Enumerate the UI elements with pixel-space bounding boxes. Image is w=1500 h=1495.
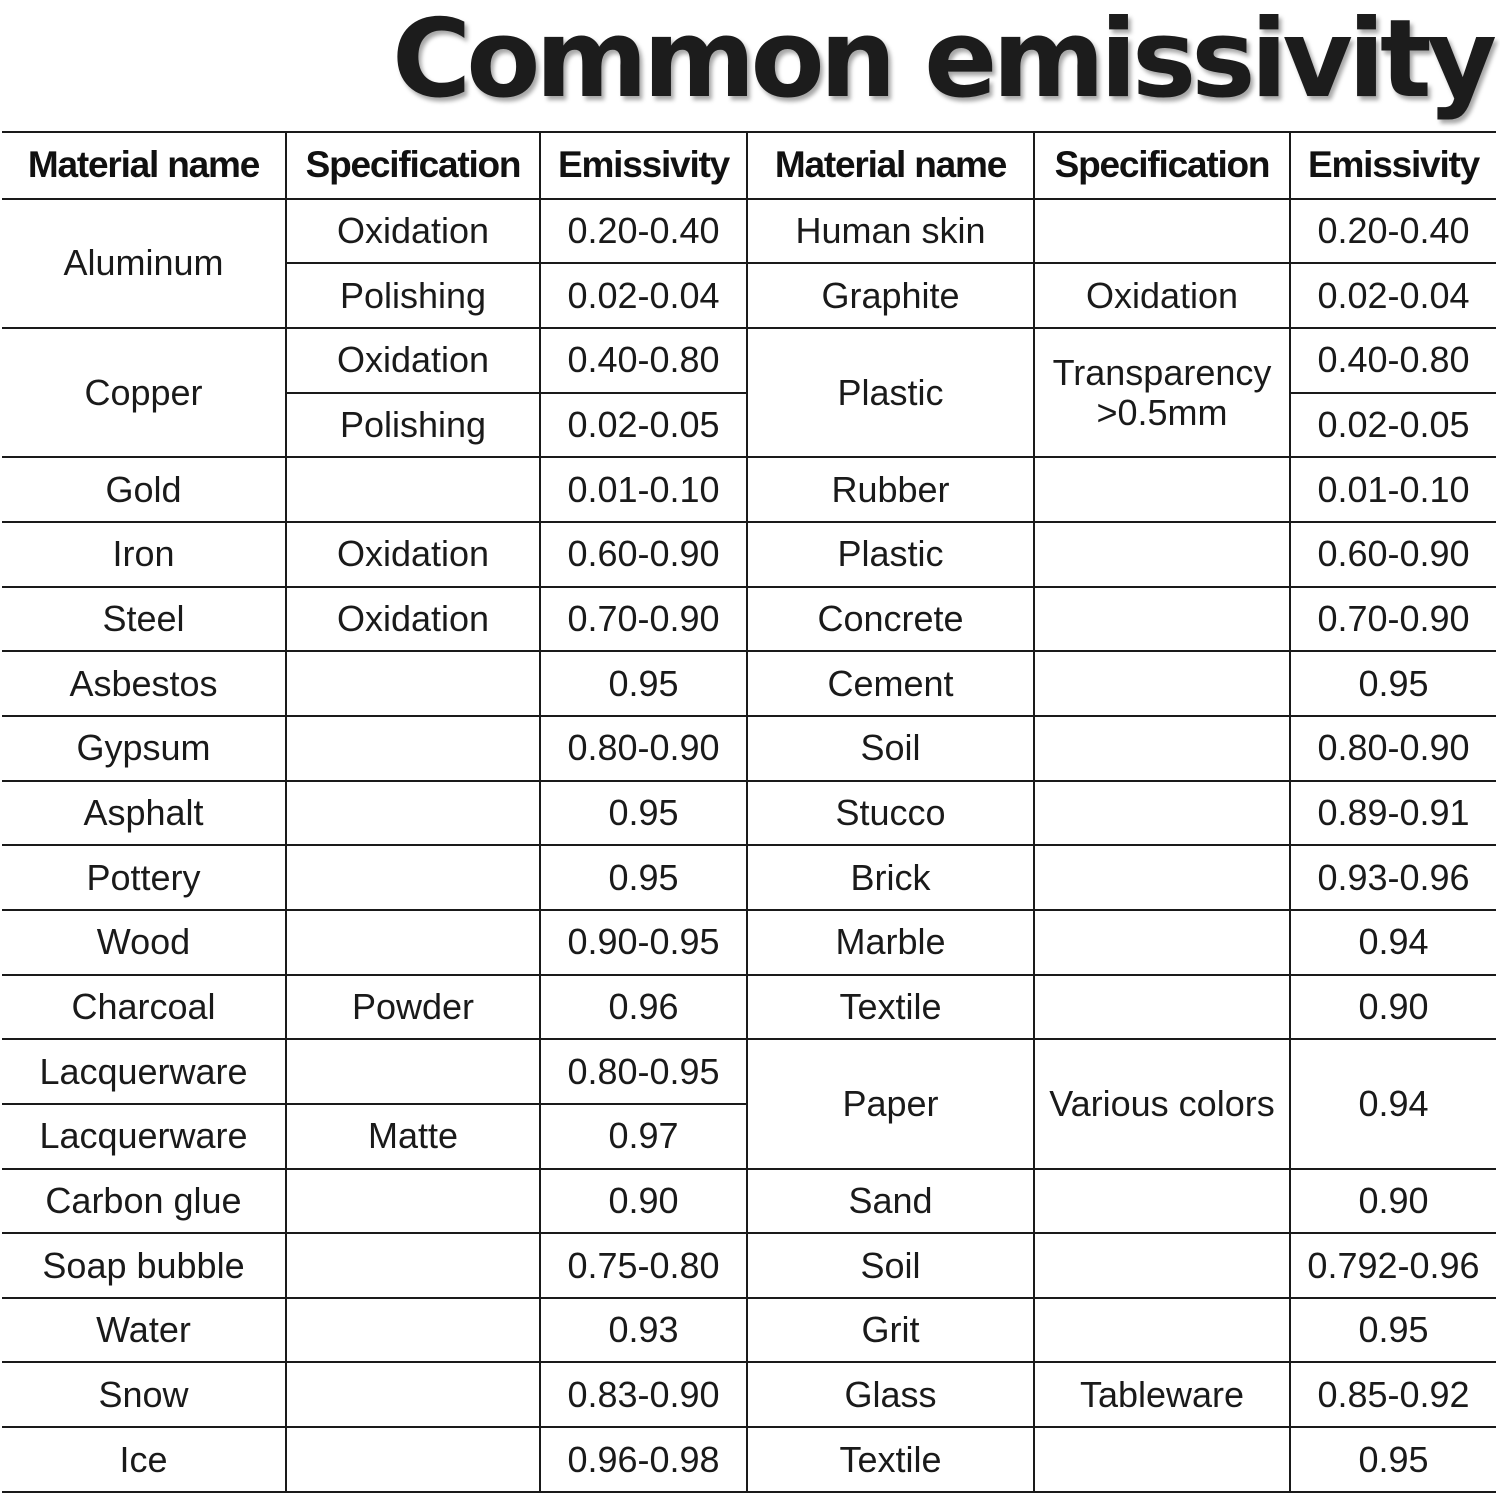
specification-cell: Oxidation	[286, 587, 540, 652]
specification-cell	[286, 1427, 540, 1492]
specification-cell	[1034, 1298, 1290, 1363]
specification-cell	[1034, 457, 1290, 522]
specification-cell	[1034, 975, 1290, 1040]
table-row	[2, 522, 1496, 587]
emissivity-cell: 0.02-0.05	[540, 393, 747, 458]
header-specification: Specification	[286, 132, 540, 199]
material-cell: Paper	[747, 1039, 1034, 1168]
specification-cell	[286, 1039, 540, 1104]
emissivity-cell: 0.95	[1290, 1427, 1496, 1492]
material-cell: Textile	[747, 1427, 1034, 1492]
material-cell: Asbestos	[2, 651, 286, 716]
table-row	[2, 1362, 1496, 1427]
material-cell: Plastic	[747, 522, 1034, 587]
material-cell: Lacquerware	[2, 1039, 286, 1104]
specification-cell: Oxidation	[286, 328, 540, 393]
header-material-name: Material name	[2, 132, 286, 199]
emissivity-table	[2, 131, 1496, 1493]
emissivity-cell: 0.95	[1290, 1298, 1496, 1363]
emissivity-cell: 0.93	[540, 1298, 747, 1363]
material-cell: Soil	[747, 1233, 1034, 1298]
emissivity-cell: 0.95	[540, 781, 747, 846]
specification-cell	[286, 1233, 540, 1298]
material-cell: Copper	[2, 328, 286, 457]
header-emissivity: Emissivity	[1290, 132, 1496, 199]
specification-cell	[1034, 651, 1290, 716]
specification-cell: Powder	[286, 975, 540, 1040]
specification-cell	[1034, 1427, 1290, 1492]
emissivity-cell: 0.95	[540, 651, 747, 716]
emissivity-cell: 0.90-0.95	[540, 910, 747, 975]
emissivity-cell: 0.70-0.90	[540, 587, 747, 652]
material-cell: Water	[2, 1298, 286, 1363]
header-material-name: Material name	[747, 132, 1034, 199]
material-cell: Concrete	[747, 587, 1034, 652]
emissivity-cell: 0.40-0.80	[540, 328, 747, 393]
material-cell: Textile	[747, 975, 1034, 1040]
specification-cell	[1034, 1233, 1290, 1298]
table-row	[2, 328, 1496, 393]
material-cell: Wood	[2, 910, 286, 975]
emissivity-cell: 0.97	[540, 1104, 747, 1169]
emissivity-cell: 0.02-0.04	[540, 263, 747, 328]
material-cell: Brick	[747, 845, 1034, 910]
material-cell: Soil	[747, 716, 1034, 781]
table-row	[2, 587, 1496, 652]
material-cell: Carbon glue	[2, 1169, 286, 1234]
specification-cell: Oxidation	[286, 199, 540, 264]
material-cell: Aluminum	[2, 199, 286, 328]
specification-line: >0.5mm	[1096, 391, 1228, 433]
specification-line: Transparency	[1052, 351, 1272, 393]
material-cell: Graphite	[747, 263, 1034, 328]
table-row	[2, 975, 1496, 1040]
emissivity-cell: 0.02-0.04	[1290, 263, 1496, 328]
specification-cell: Polishing	[286, 393, 540, 458]
specification-cell	[1034, 781, 1290, 846]
table-row	[2, 781, 1496, 846]
table-row	[2, 199, 1496, 264]
specification-cell: Various colors	[1034, 1039, 1290, 1168]
emissivity-cell: 0.02-0.05	[1290, 393, 1496, 458]
header-emissivity: Emissivity	[540, 132, 747, 199]
table-row	[2, 716, 1496, 781]
emissivity-cell: 0.90	[540, 1169, 747, 1234]
table-row	[2, 1039, 1496, 1104]
specification-cell: Matte	[286, 1104, 540, 1169]
emissivity-cell: 0.60-0.90	[1290, 522, 1496, 587]
table-row	[2, 457, 1496, 522]
table-row	[2, 1233, 1496, 1298]
material-cell: Stucco	[747, 781, 1034, 846]
specification-cell	[1034, 716, 1290, 781]
specification-cell	[1034, 1169, 1290, 1234]
emissivity-cell: 0.01-0.10	[540, 457, 747, 522]
header-specification: Specification	[1034, 132, 1290, 199]
emissivity-cell: 0.90	[1290, 975, 1496, 1040]
table-row	[2, 1427, 1496, 1492]
emissivity-cell: 0.89-0.91	[1290, 781, 1496, 846]
specification-cell	[286, 1362, 540, 1427]
table-row	[2, 1298, 1496, 1363]
material-cell: Human skin	[747, 199, 1034, 264]
material-cell: Plastic	[747, 328, 1034, 457]
specification-cell: Polishing	[286, 263, 540, 328]
material-cell: Snow	[2, 1362, 286, 1427]
material-cell: Gold	[2, 457, 286, 522]
emissivity-cell: 0.792-0.96	[1290, 1233, 1496, 1298]
page-title: Common emissivity	[391, 0, 1492, 122]
emissivity-cell: 0.75-0.80	[540, 1233, 747, 1298]
specification-cell	[1034, 328, 1290, 457]
emissivity-cell: 0.90	[1290, 1169, 1496, 1234]
material-cell: Cement	[747, 651, 1034, 716]
emissivity-cell: 0.20-0.40	[1290, 199, 1496, 264]
material-cell: Pottery	[2, 845, 286, 910]
table-row	[2, 910, 1496, 975]
specification-cell: Tableware	[1034, 1362, 1290, 1427]
specification-cell	[286, 781, 540, 846]
emissivity-cell: 0.83-0.90	[540, 1362, 747, 1427]
emissivity-cell: 0.70-0.90	[1290, 587, 1496, 652]
emissivity-cell: 0.40-0.80	[1290, 328, 1496, 393]
emissivity-cell: 0.01-0.10	[1290, 457, 1496, 522]
material-cell: Soap bubble	[2, 1233, 286, 1298]
material-cell: Grit	[747, 1298, 1034, 1363]
material-cell: Marble	[747, 910, 1034, 975]
emissivity-cell: 0.95	[540, 845, 747, 910]
table-row	[2, 845, 1496, 910]
material-cell: Sand	[747, 1169, 1034, 1234]
specification-cell	[286, 1298, 540, 1363]
specification-cell	[1034, 199, 1290, 264]
emissivity-cell: 0.94	[1290, 910, 1496, 975]
specification-cell	[286, 651, 540, 716]
emissivity-cell: 0.20-0.40	[540, 199, 747, 264]
material-cell: Asphalt	[2, 781, 286, 846]
emissivity-cell: 0.96-0.98	[540, 1427, 747, 1492]
emissivity-cell: 0.96	[540, 975, 747, 1040]
material-cell: Gypsum	[2, 716, 286, 781]
specification-cell	[286, 1169, 540, 1234]
emissivity-cell: 0.93-0.96	[1290, 845, 1496, 910]
specification-cell	[286, 457, 540, 522]
specification-cell	[1034, 845, 1290, 910]
specification-cell: Oxidation	[286, 522, 540, 587]
specification-cell	[1034, 910, 1290, 975]
emissivity-cell: 0.94	[1290, 1039, 1496, 1168]
specification-cell	[286, 910, 540, 975]
material-cell: Rubber	[747, 457, 1034, 522]
emissivity-cell: 0.85-0.92	[1290, 1362, 1496, 1427]
material-cell: Steel	[2, 587, 286, 652]
specification-cell: Oxidation	[1034, 263, 1290, 328]
specification-cell	[286, 845, 540, 910]
emissivity-cell: 0.60-0.90	[540, 522, 747, 587]
table-header-row	[2, 132, 1496, 199]
emissivity-cell: 0.95	[1290, 651, 1496, 716]
material-cell: Charcoal	[2, 975, 286, 1040]
table-row	[2, 1169, 1496, 1234]
material-cell: Lacquerware	[2, 1104, 286, 1169]
specification-cell	[1034, 522, 1290, 587]
table-row	[2, 651, 1496, 716]
specification-cell	[286, 716, 540, 781]
material-cell: Iron	[2, 522, 286, 587]
emissivity-cell: 0.80-0.90	[1290, 716, 1496, 781]
emissivity-cell: 0.80-0.95	[540, 1039, 747, 1104]
specification-cell	[1034, 587, 1290, 652]
material-cell: Ice	[2, 1427, 286, 1492]
material-cell: Glass	[747, 1362, 1034, 1427]
emissivity-cell: 0.80-0.90	[540, 716, 747, 781]
